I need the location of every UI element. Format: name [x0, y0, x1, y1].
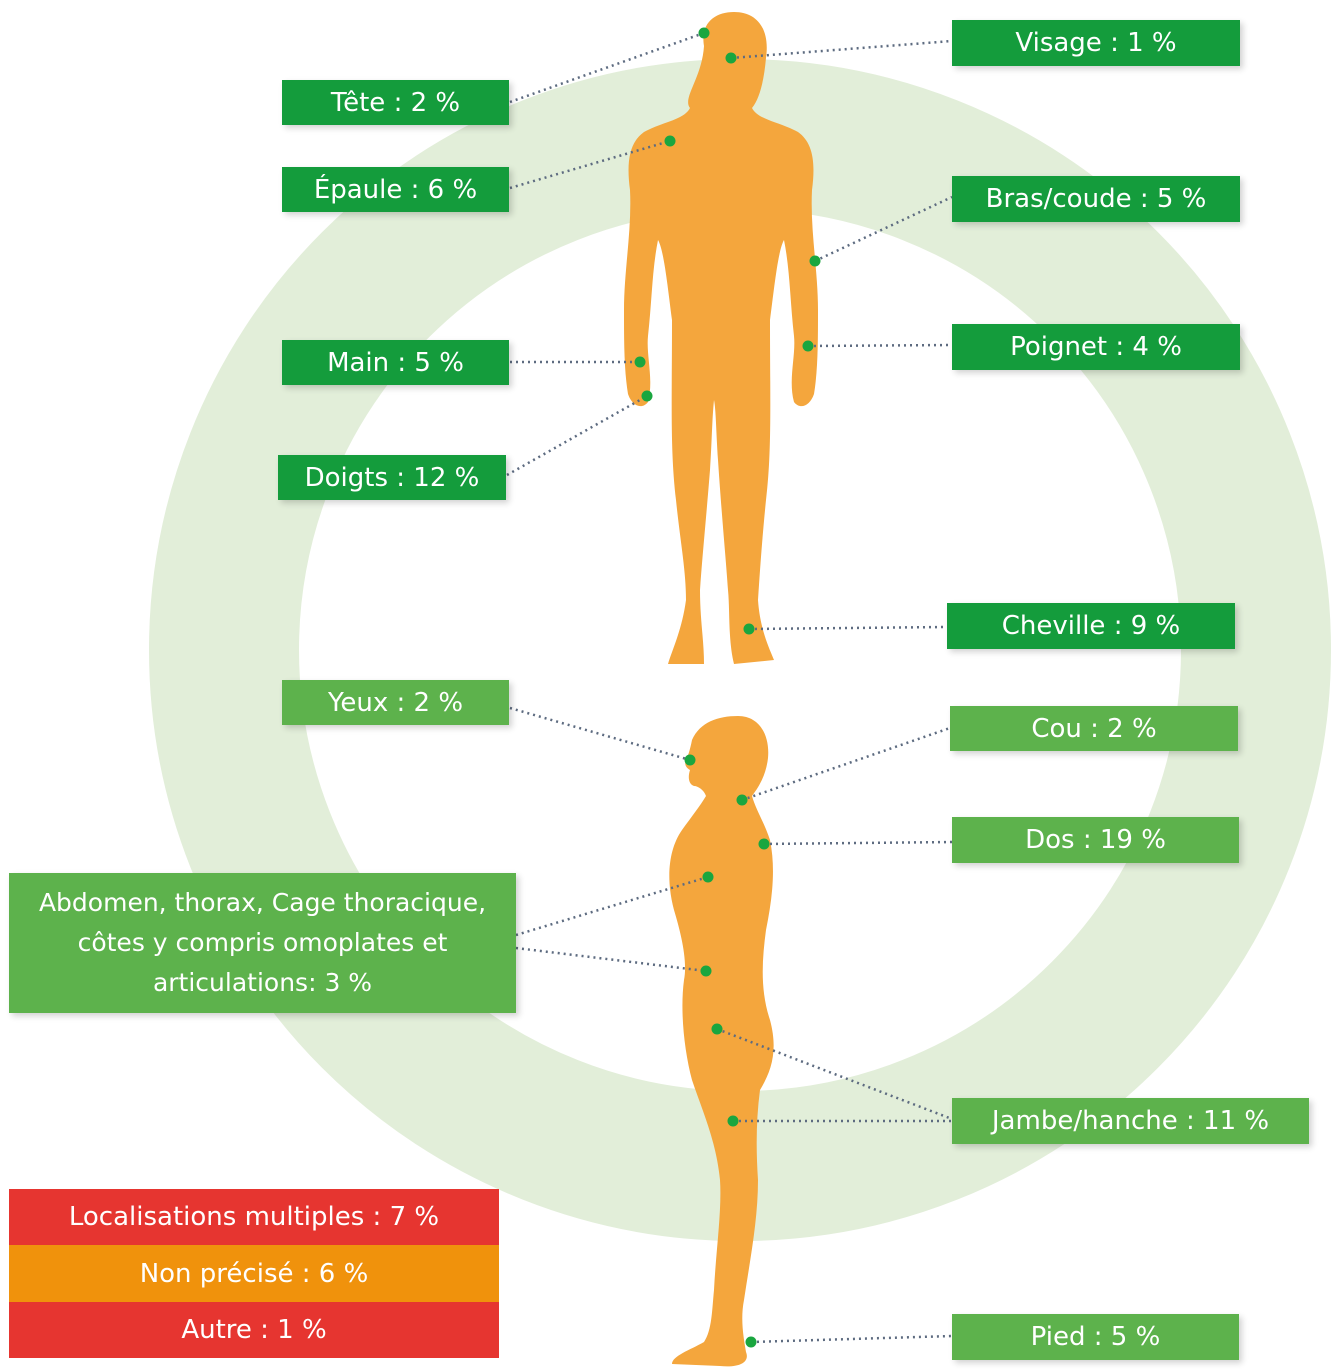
- leader-line-abdomen-lower: [516, 948, 706, 971]
- label-main: Main : 5 %: [282, 340, 509, 385]
- dot-poignet: [803, 341, 814, 352]
- dot-cou: [737, 795, 748, 806]
- dot-cheville: [744, 624, 755, 635]
- dot-jambe-upper: [712, 1024, 723, 1035]
- dot-epaule: [665, 136, 676, 147]
- label-tete: Tête : 2 %: [282, 80, 509, 125]
- dot-tete: [699, 28, 710, 39]
- leader-line-pied: [751, 1336, 952, 1342]
- summary-localisations-multiples: Localisations multiples : 7 %: [9, 1189, 499, 1245]
- label-visage: Visage : 1 %: [952, 20, 1240, 66]
- dot-jambe-lower: [728, 1116, 739, 1127]
- leader-line-doigts: [507, 396, 647, 475]
- dot-visage: [726, 53, 737, 64]
- label-pied: Pied : 5 %: [952, 1314, 1239, 1360]
- summary-autre: Autre : 1 %: [9, 1302, 499, 1358]
- summary-non-precise: Non précisé : 6 %: [9, 1245, 499, 1302]
- label-doigts: Doigts : 12 %: [278, 455, 506, 500]
- dot-dos: [759, 839, 770, 850]
- label-cou: Cou : 2 %: [950, 706, 1238, 751]
- label-poignet: Poignet : 4 %: [952, 324, 1240, 370]
- leader-line-dos: [764, 842, 952, 844]
- leader-line-yeux: [510, 708, 690, 760]
- label-epaule: Épaule : 6 %: [282, 167, 509, 212]
- label-bras-coude: Bras/coude : 5 %: [952, 176, 1240, 222]
- leader-line-cou: [742, 728, 950, 800]
- dot-pied: [746, 1337, 757, 1348]
- dot-bras-coude: [810, 256, 821, 267]
- dot-doigts: [642, 391, 653, 402]
- label-cheville: Cheville : 9 %: [947, 603, 1235, 649]
- dot-yeux: [685, 755, 696, 766]
- label-yeux: Yeux : 2 %: [282, 680, 509, 725]
- leader-line-cheville: [749, 627, 946, 629]
- leader-line-poignet: [808, 345, 952, 346]
- label-abdomen: Abdomen, thorax, Cage thoracique, côtes y compris omoplates et articulations: 3 %: [9, 873, 516, 1013]
- dot-main: [635, 357, 646, 368]
- label-jambe-hanche: Jambe/hanche : 11 %: [952, 1098, 1309, 1144]
- dot-abdomen-upper: [703, 872, 714, 883]
- label-dos: Dos : 19 %: [952, 817, 1239, 863]
- dot-abdomen-lower: [701, 966, 712, 977]
- side-body-silhouette: [669, 716, 773, 1366]
